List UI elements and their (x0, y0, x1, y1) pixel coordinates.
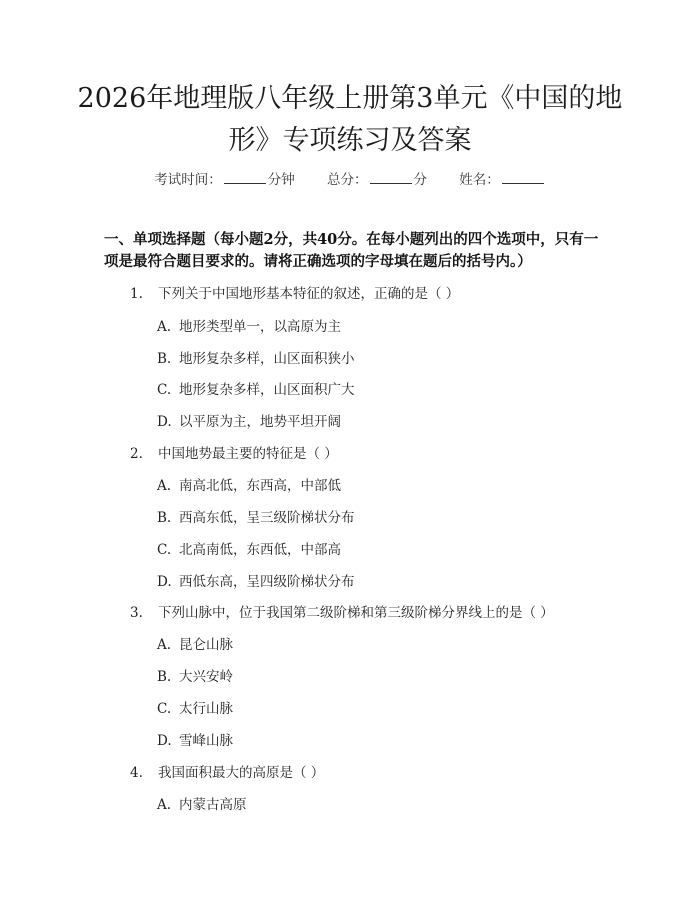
exam-time-label: 考试时间： (154, 172, 222, 188)
question-1-option-a (157, 315, 341, 335)
section-heading-single-choice: 一、单项选择题（每小题2分，共40分。在每小题列出的四个选项中，只有一项是最符合题目要求的。请将正确选项的字母填在题后的括号内。） (104, 231, 599, 270)
option-letter: A. (157, 319, 172, 335)
option-letter: A. (157, 637, 172, 653)
option-text: 雪峰山脉 (179, 733, 233, 749)
exam-time-blank (224, 171, 266, 184)
student-name-label: 姓名： (459, 172, 500, 188)
option-text: 地形类型单一，以高原为主 (179, 319, 341, 335)
question-4-option-a (157, 793, 247, 813)
question-3-option-d (157, 729, 233, 749)
question-2-option-b (157, 506, 355, 526)
question-text: 下列山脉中，位于我国第二级阶梯和第三级阶梯分界线上的是（ ） (158, 605, 554, 621)
option-text: 昆仑山脉 (179, 637, 233, 653)
question-1-option-c (157, 378, 355, 398)
option-letter: B. (157, 510, 172, 526)
option-text: 以平原为主，地势平坦开阔 (179, 414, 341, 430)
question-4 (130, 761, 324, 781)
question-3-option-c (157, 697, 233, 717)
option-letter: D. (157, 733, 172, 749)
option-letter: A. (157, 478, 172, 494)
student-name-blank (502, 171, 544, 184)
question-2-option-a (157, 474, 341, 494)
exam-time-field (154, 172, 299, 188)
option-text: 地形复杂多样，山区面积狭小 (179, 351, 355, 367)
option-letter: C. (157, 542, 172, 558)
option-letter: C. (157, 701, 172, 717)
exam-info-line (0, 168, 700, 188)
option-letter: B. (157, 351, 172, 367)
question-number: 2. (130, 446, 143, 462)
document-title: 2026年地理版八年级上册第3单元《中国的地形》专项练习及答案 (77, 83, 623, 156)
question-1-option-b (157, 347, 355, 367)
question-number: 3. (130, 605, 143, 621)
option-text: 北高南低，东西低，中部高 (179, 542, 341, 558)
option-letter: D. (157, 574, 172, 590)
option-text: 地形复杂多样，山区面积广大 (179, 382, 355, 398)
question-2 (130, 442, 338, 462)
option-letter: B. (157, 669, 172, 685)
question-1 (130, 282, 459, 302)
question-3 (130, 601, 554, 621)
total-score-blank (370, 171, 412, 184)
option-text: 西高东低，呈三级阶梯状分布 (179, 510, 355, 526)
option-text: 太行山脉 (179, 701, 233, 717)
question-text: 中国地势最主要的特征是（ ） (158, 446, 338, 462)
question-number: 1. (130, 286, 143, 302)
total-score-label: 总分： (327, 172, 368, 188)
option-text: 大兴安岭 (179, 669, 233, 685)
question-2-option-d (157, 570, 355, 590)
option-letter: C. (157, 382, 172, 398)
option-text: 南高北低，东西高，中部低 (179, 478, 341, 494)
question-text: 我国面积最大的高原是（ ） (158, 765, 325, 781)
option-text: 西低东高，呈四级阶梯状分布 (179, 574, 355, 590)
student-name-field (459, 172, 546, 188)
question-3-option-a (157, 633, 233, 653)
exam-time-unit: 分钟 (267, 172, 295, 188)
question-number: 4. (130, 765, 143, 781)
option-letter: A. (157, 797, 172, 813)
option-letter: D. (157, 414, 172, 430)
question-2-option-c (157, 538, 341, 558)
question-text: 下列关于中国地形基本特征的叙述，正确的是（ ） (158, 286, 460, 302)
question-1-option-d (157, 410, 341, 430)
question-3-option-b (157, 665, 233, 685)
total-score-field (327, 172, 431, 188)
total-score-unit: 分 (413, 172, 427, 188)
option-text: 内蒙古高原 (179, 797, 247, 813)
